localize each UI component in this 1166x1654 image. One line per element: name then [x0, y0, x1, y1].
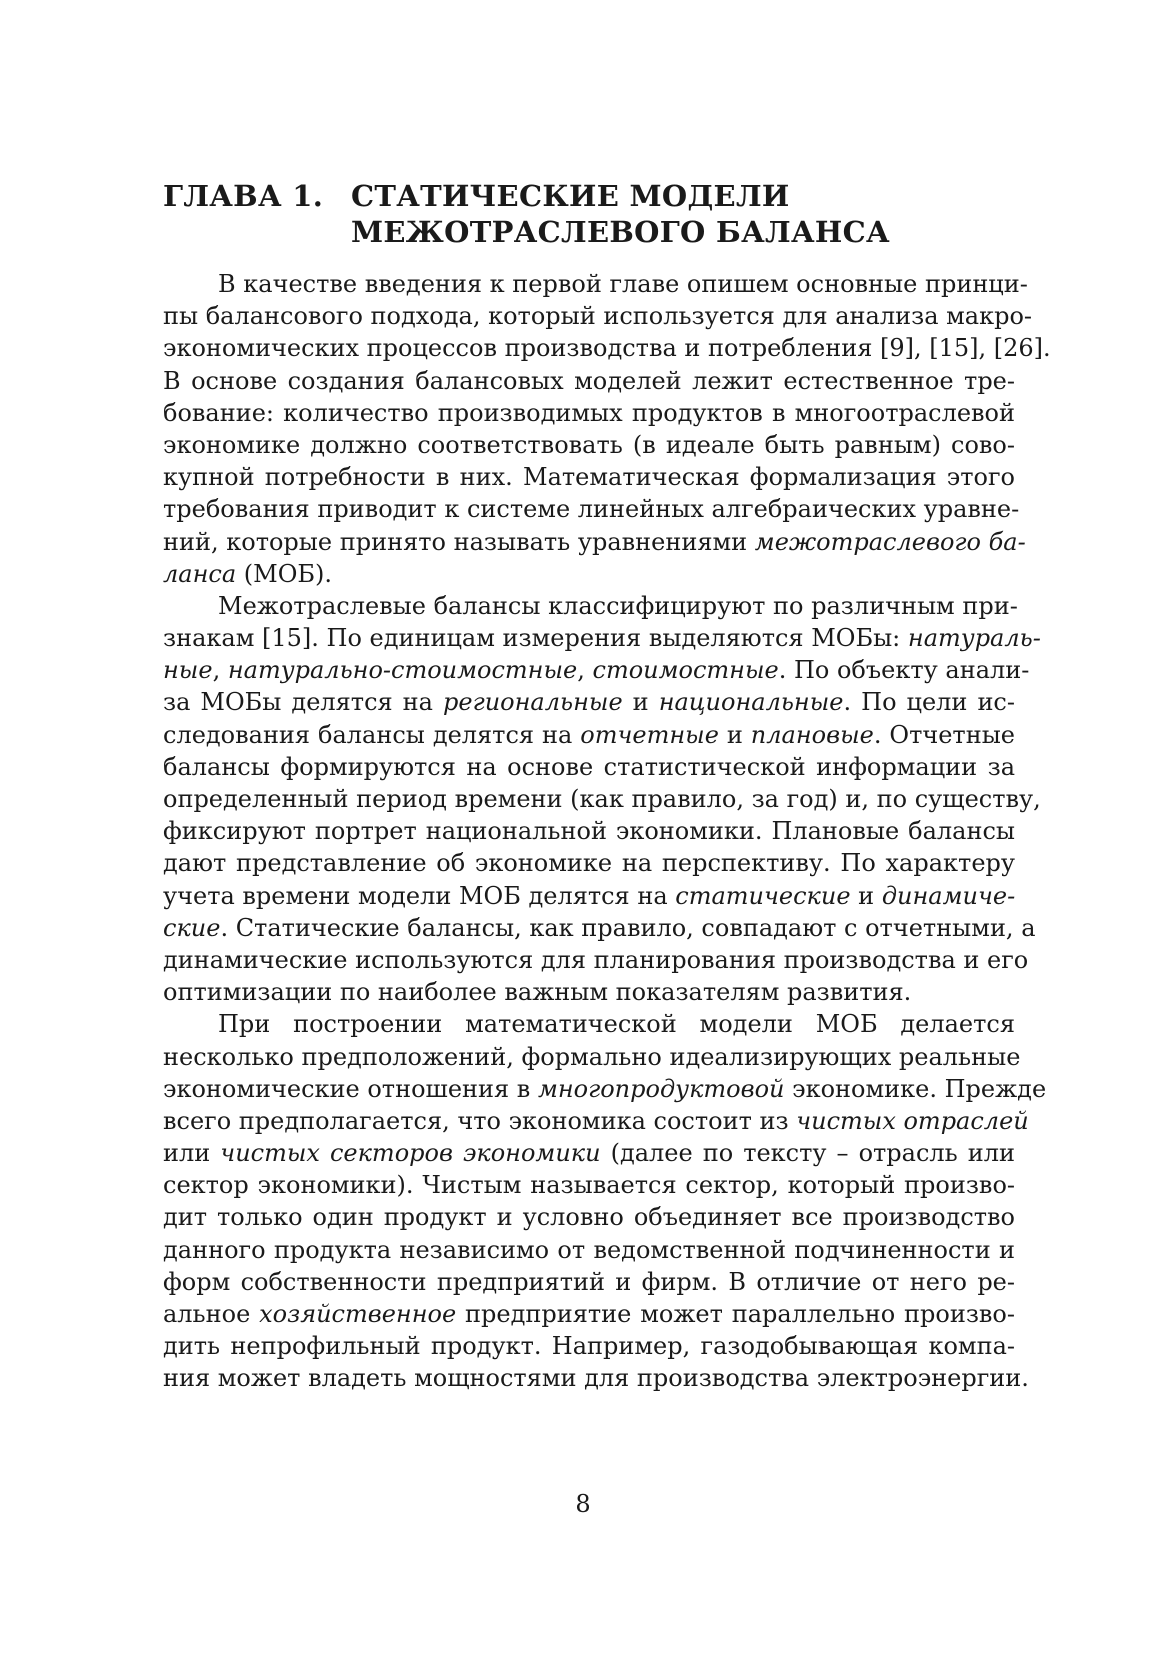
text-run: предприятие может параллельно произво- — [456, 1300, 1015, 1328]
text-line — [163, 944, 1029, 976]
text-run: . По цели ис- — [843, 688, 1015, 717]
text-run: или — [163, 1139, 221, 1168]
text-run: за МОБы делятся на — [163, 688, 444, 717]
italic-term: региональные — [443, 688, 623, 717]
text-line — [163, 976, 1015, 1008]
text-run: бование: количество производимых продуктов в многоотраслевой — [163, 398, 1015, 427]
text-line — [163, 1105, 1029, 1137]
text-line — [163, 429, 1015, 461]
italic-term: ские — [163, 913, 221, 942]
text-run: следования балансы делятся на — [163, 720, 581, 749]
text-run: . Отчетные — [873, 720, 1016, 749]
text-line — [163, 365, 1015, 397]
text-run: ний, которые принято называть уравнениями — [163, 527, 755, 556]
text-run: дит только один продукт и условно объединяет все производство — [163, 1203, 1015, 1232]
italic-term: натураль- — [907, 624, 1041, 653]
text-run: альное — [163, 1300, 260, 1328]
italic-term: натурально-стоимостные — [227, 656, 578, 685]
italic-term: плановые — [750, 720, 874, 749]
italic-term: хозяйственное — [259, 1300, 457, 1328]
text-run: , — [212, 656, 228, 685]
paragraph — [163, 1008, 1047, 1394]
text-run: и — [718, 720, 751, 749]
text-run: дают представление об экономике на перспективу. По характеру — [163, 849, 1015, 878]
text-line — [163, 1008, 1015, 1040]
text-line — [163, 686, 1015, 718]
text-run: определенный период времени (как правило, за год) и, по существу, — [163, 785, 1041, 813]
text-line — [163, 558, 1015, 590]
text-line — [163, 783, 1041, 815]
text-line — [163, 1298, 1015, 1330]
text-line — [163, 719, 1015, 751]
text-run: сектор экономики). Чистым называется сектор, который произво- — [163, 1171, 1015, 1200]
chapter-title-line: СТАТИЧЕСКИЕ МОДЕЛИ — [351, 179, 790, 213]
text-run: данного продукта независимо от ведомственной подчиненности и — [163, 1235, 1015, 1264]
text-run: оптимизации по наиболее важным показателям развития. — [163, 978, 912, 1007]
text-line — [163, 1201, 1015, 1233]
text-run: В основе создания балансовых моделей лежит естественное тре- — [163, 366, 1015, 395]
text-line — [163, 1330, 1015, 1362]
text-run: экономические отношения в — [163, 1074, 538, 1103]
text-line — [163, 493, 1020, 525]
text-run: В качестве введения к первой главе опишем основные принци- — [218, 270, 1028, 298]
text-run: форм собственности предприятий и фирм. В отличие от него ре- — [163, 1267, 1015, 1296]
text-run: и — [622, 688, 659, 717]
text-line — [163, 590, 1018, 622]
italic-term: многопродуктовой — [537, 1074, 785, 1103]
italic-term: ланса — [163, 559, 237, 588]
text-line — [163, 332, 1051, 364]
text-run: , — [577, 656, 593, 685]
text-line — [163, 654, 1030, 686]
text-run: учета времени модели МОБ делятся на — [163, 881, 676, 910]
italic-term: чистых секторов экономики — [220, 1139, 601, 1168]
text-line — [163, 1362, 1029, 1394]
text-run: требования приводит к системе линейных алгебраических уравне- — [163, 495, 1020, 524]
text-run: ния может владеть мощностями для производства электроэнергии. — [163, 1364, 1029, 1393]
chapter-number: ГЛАВА 1. — [163, 179, 324, 213]
italic-term: статические — [675, 881, 851, 910]
body-text — [163, 268, 1051, 1395]
paragraph — [163, 590, 1041, 1008]
text-line — [163, 847, 1015, 879]
text-line — [163, 815, 1015, 847]
text-run: пы балансового подхода, который используется для анализа макро- — [163, 302, 1033, 331]
italic-term: национальные — [658, 688, 844, 717]
italic-term: динамиче- — [881, 881, 1016, 910]
text-run: динамические используются для планирования производства и его — [163, 945, 1029, 974]
text-line — [163, 526, 1026, 558]
text-line — [163, 397, 1015, 429]
text-run: несколько предположений, формально идеализирующих реальные — [163, 1042, 1021, 1071]
text-run: фиксируют портрет национальной экономики. Плановые балансы — [163, 817, 1015, 846]
text-line — [163, 1234, 1015, 1266]
text-line — [163, 300, 1033, 332]
text-run: всего предполагается, что экономика состоит из — [163, 1106, 797, 1135]
text-run: (далее по тексту – отрасль или — [600, 1139, 1015, 1168]
paragraph — [163, 268, 1051, 590]
text-run: экономике должно соответствовать (в идеале быть равным) сово- — [163, 430, 1015, 459]
text-run: и — [850, 881, 882, 910]
italic-term: чистых отраслей — [796, 1106, 1029, 1135]
text-line — [163, 880, 1015, 912]
text-run: экономических процессов производства и потребления [9], [15], [26]. — [163, 334, 1051, 363]
text-run: знакам [15]. По единицам измерения выделяются МОБы: — [163, 624, 908, 653]
chapter-title — [351, 178, 1043, 250]
page-number: 8 — [575, 1490, 591, 1518]
text-run: Межотраслевые балансы классифицируют по различным при- — [218, 591, 1018, 620]
text-line — [163, 1169, 1015, 1201]
text-line — [163, 1266, 1015, 1298]
text-run: . По объекту анали- — [778, 656, 1030, 685]
text-run: При построении математической модели МОБ делается — [218, 1010, 1015, 1039]
text-line — [163, 751, 1015, 783]
text-line — [163, 1041, 1021, 1073]
text-run: дить непрофильный продукт. Например, газодобывающая компа- — [163, 1332, 1015, 1361]
text-run: купной потребности в них. Математическая формализация этого — [163, 463, 1015, 492]
chapter-title-line: МЕЖОТРАСЛЕВОГО БАЛАНСА — [351, 215, 890, 249]
text-run: экономике. Прежде — [784, 1074, 1047, 1103]
italic-term: стоимостные — [592, 656, 779, 685]
text-line — [163, 268, 1028, 300]
italic-term: отчетные — [580, 720, 719, 749]
italic-term: межотраслевого ба- — [754, 527, 1026, 556]
text-run: балансы формируются на основе статистической информации за — [163, 752, 1015, 781]
text-run: . Статические балансы, как правило, совпадают с отчетными, а — [220, 913, 1036, 942]
italic-term: ные — [163, 656, 213, 685]
text-line — [163, 912, 1036, 944]
text-line — [163, 1073, 1047, 1105]
text-line — [163, 1137, 1015, 1169]
text-line — [163, 461, 1015, 493]
text-run: (МОБ). — [236, 559, 333, 588]
text-line — [163, 622, 1041, 654]
chapter-heading — [163, 178, 1043, 250]
